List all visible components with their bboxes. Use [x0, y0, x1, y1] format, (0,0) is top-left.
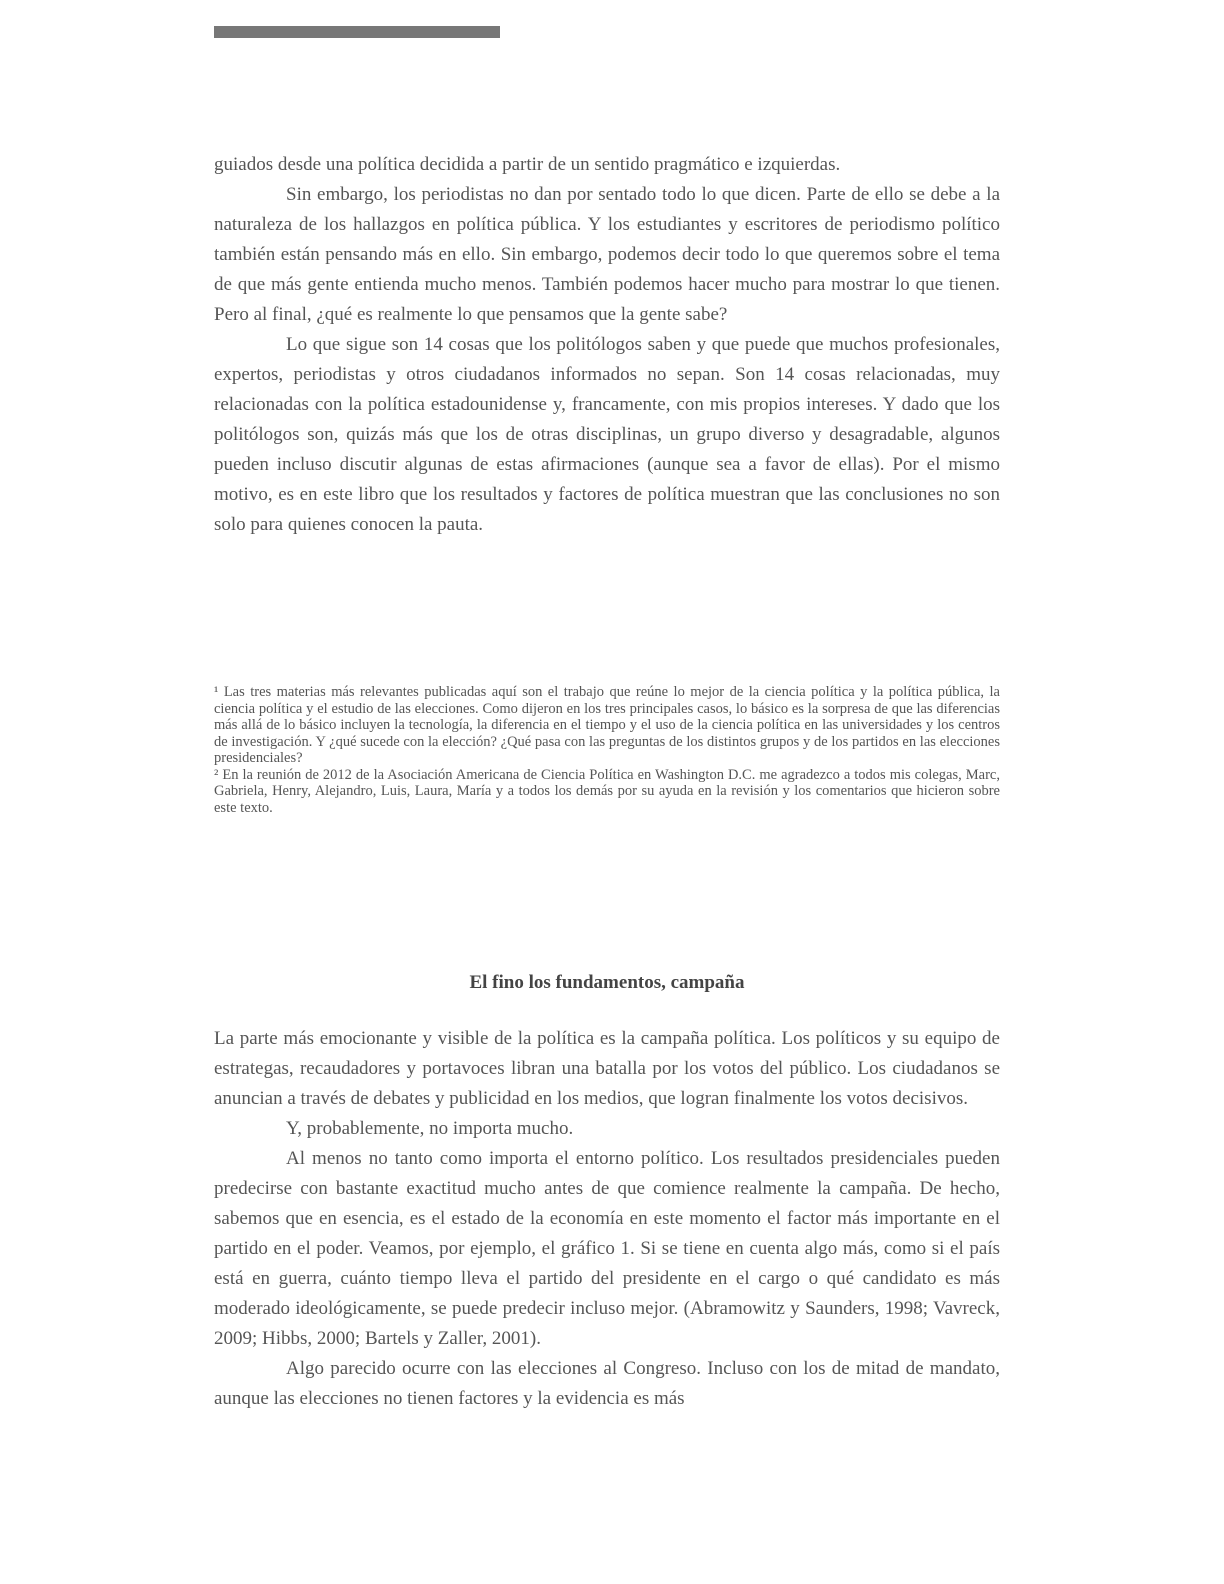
header-rule: [214, 26, 500, 38]
footnotes: [214, 684, 1000, 816]
paragraph: Sin embargo, los periodistas no dan por sentado todo lo que dicen. Parte de ello se debe a la naturaleza de los hallazgos en política pública. Y los estudiantes y escritores de periodismo político también están pensando más en ello. Sin embargo, podemos decir todo lo que queremos sobre el tema de que más gente entienda mucho menos. También podemos hacer mucho para mostrar lo que tienen. Pero al final, ¿qué es realmente lo que pensamos que la gente sabe?: [214, 184, 1000, 325]
paragraph: Y, probablemente, no importa mucho.: [286, 1118, 574, 1139]
footnote: ¹ Las tres materias más relevantes publicadas aquí son el trabajo que reúne lo mejor de la ciencia política y la política pública, la ciencia política y el estudio de las elecciones. Como dijeron en los tres principales casos, lo básico es la sorpresa de que las diferencias más allá de lo básico incluyen la tecnología, la diferencia en el tiempo y el uso de la ciencia política en las universidades y los centros de investigación. Y ¿qué sucede con la elección? ¿Qué pasa con las preguntas de los distintos grupos y de los partidos en las elecciones presidenciales?: [214, 684, 1000, 766]
section-heading: El fino los fundamentos, campaña: [469, 972, 745, 993]
paragraph: guiados desde una política decidida a partir de un sentido pragmático e izquierdas.: [214, 154, 841, 175]
footnote: ² En la reunión de 2012 de la Asociación Americana de Ciencia Política en Washington D.C. me agradezco a todos mis colegas, Marc, Gabriela, Henry, Alejandro, Luis, Laura, María y a todos los demás por su ayuda en la revisión y los comentarios que hicieron sobre este texto.: [214, 766, 1000, 816]
paragraph: La parte más emocionante y visible de la política es la campaña política. Los políticos y su equipo de estrategas, recaudadores y portavoces libran una batalla por los votos del público. Los ciudadanos se anuncian a través de debates y publicidad en los medios, que logran finalmente los votos decisivos.: [214, 1028, 1000, 1109]
body-text-block-2: [214, 1024, 1000, 1414]
paragraph: Al menos no tanto como importa el entorno político. Los resultados presidenciales pueden predecirse con bastante exactitud mucho antes de que comience realmente la campaña. De hecho, sabemos que en esencia, es el estado de la economía en este momento el factor más importante en el partido en el poder. Veamos, por ejemplo, el gráfico 1. Si se tiene en cuenta algo más, como si el país está en guerra, cuánto tiempo lleva el partido del presidente en el cargo o qué candidato es más moderado ideológicamente, se puede predecir incluso mejor. (Abramowitz y Saunders, 1998; Vavreck, 2009; Hibbs, 2000; Bartels y Zaller, 2001).: [214, 1148, 1000, 1349]
paragraph: Lo que sigue son 14 cosas que los politólogos saben y que puede que muchos profesionales, expertos, periodistas y otros ciudadanos informados no sepan. Son 14 cosas relacionadas, muy relacionadas con la política estadounidense y, francamente, con mis propios intereses. Y dado que los politólogos son, quizás más que los de otras disciplinas, un grupo diverso y desagradable, algunos pueden incluso discutir algunas de estas afirmaciones (aunque sea a favor de ellas). Por el mismo motivo, es en este libro que los resultados y factores de política muestran que las conclusiones no son solo para quienes conocen la pauta.: [214, 334, 1000, 535]
body-text-block-1: [214, 150, 1000, 540]
paragraph: Algo parecido ocurre con las elecciones al Congreso. Incluso con los de mitad de mandato, aunque las elecciones no tienen factores y la evidencia es más: [214, 1358, 1000, 1409]
